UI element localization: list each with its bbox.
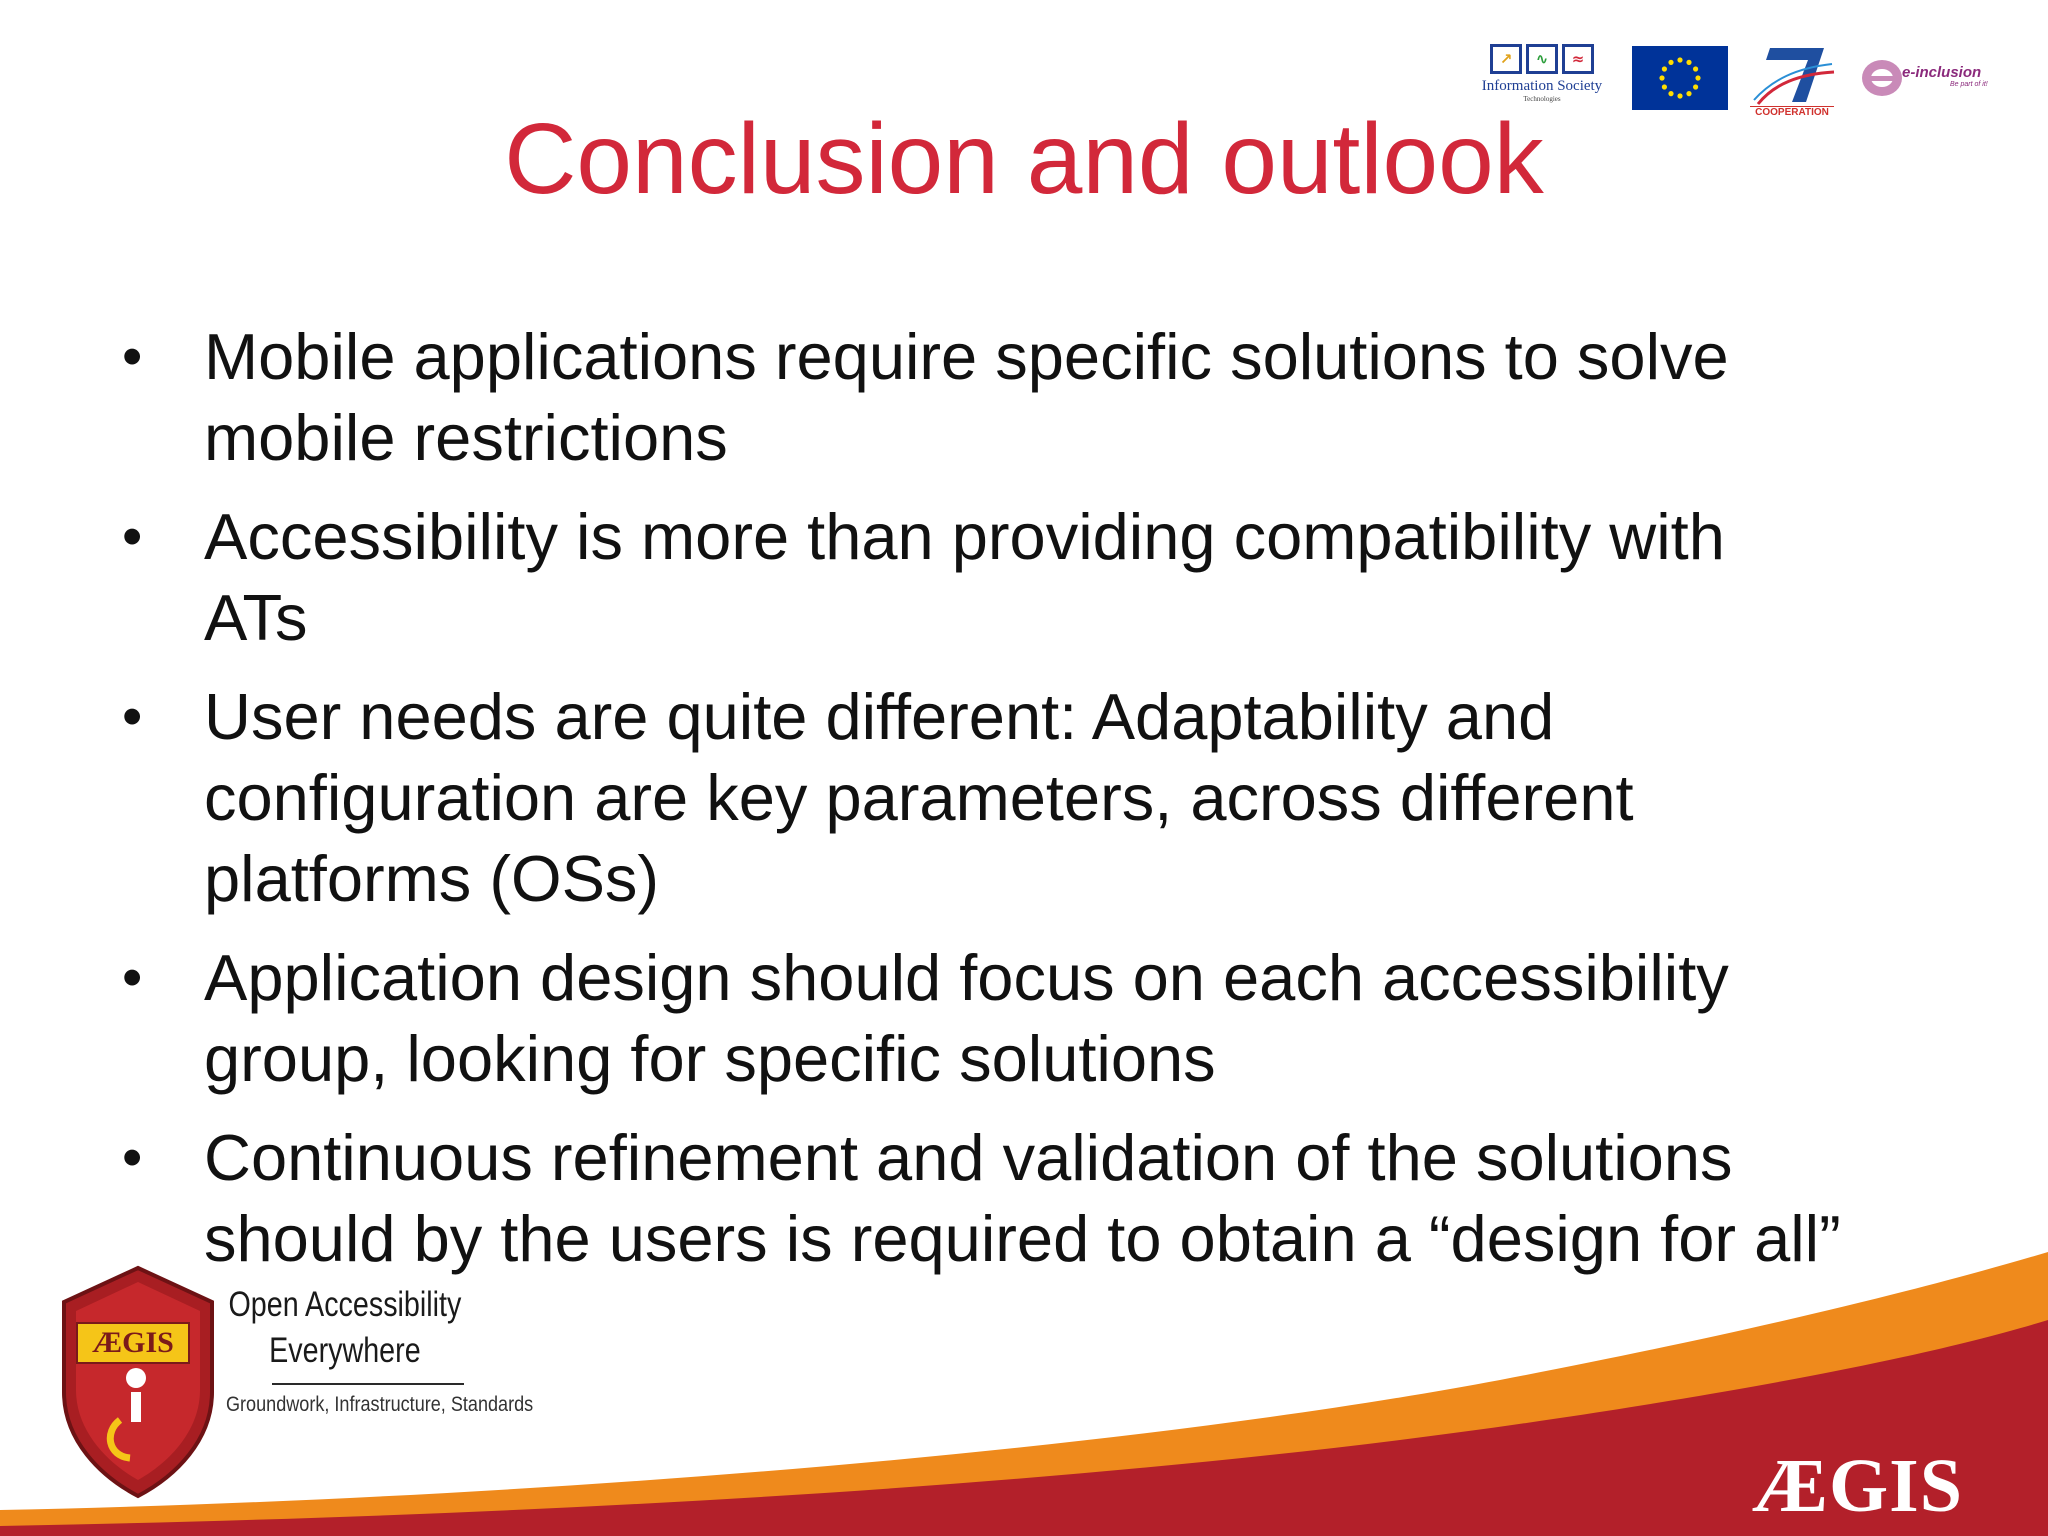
wave-icon: ∿ xyxy=(1526,44,1558,74)
footer-tagline-line: Open Accessibility xyxy=(228,1285,462,1324)
bullet-icon: • xyxy=(122,504,143,569)
bullet-item xyxy=(122,496,1982,658)
footer-divider xyxy=(272,1383,464,1385)
arrow-icon: ↗ xyxy=(1490,44,1522,74)
footer-tagline-line: Everywhere xyxy=(269,1331,421,1370)
e-inclusion-tagline: Be part of it! xyxy=(1950,81,1988,88)
bullet-line: should by the users is required to obtain a “design for all” xyxy=(204,1202,1841,1275)
shield-aegis-label: ÆGIS xyxy=(76,1322,190,1364)
bullet-line: User needs are quite different: Adaptability and xyxy=(204,680,1555,753)
bullet-line: Mobile applications require specific solutions to solve xyxy=(204,320,1729,393)
bullet-icon: • xyxy=(122,684,143,749)
e-inclusion-text: e-inclusion xyxy=(1902,64,1982,81)
bullet-line: group, looking for specific solutions xyxy=(204,1022,1216,1095)
ist-logo-text: Information Society xyxy=(1481,78,1603,94)
bullet-line: mobile restrictions xyxy=(204,401,728,474)
bullet-icon: • xyxy=(122,1125,143,1190)
bullet-line: ATs xyxy=(204,581,308,654)
bullet-item xyxy=(122,676,1982,919)
aegis-shield-logo xyxy=(64,1268,212,1496)
slide-title: Conclusion and outlook xyxy=(504,103,1544,215)
bullet-icon: • xyxy=(122,324,143,389)
ist-logo-subtext: Technologies xyxy=(1523,95,1561,103)
bullet-list xyxy=(122,316,1982,1297)
bullet-item xyxy=(122,1117,1982,1279)
bullet-line: Accessibility is more than providing compatibility with xyxy=(204,500,1725,573)
bullet-line: configuration are key parameters, across different xyxy=(204,761,1634,834)
bullet-line: Application design should focus on each accessibility xyxy=(204,941,1729,1014)
fp7-numeral-icon xyxy=(1744,44,1840,106)
footer-subtitle: Groundwork, Infrastructure, Standards xyxy=(226,1393,534,1416)
bullet-item xyxy=(122,937,1982,1099)
bullet-line: platforms (OSs) xyxy=(204,842,660,915)
aegis-brand-wordmark: ÆGIS xyxy=(1752,1444,1963,1528)
signal-icon: ≈ xyxy=(1562,44,1594,74)
bullet-item xyxy=(122,316,1982,478)
bullet-icon: • xyxy=(122,945,143,1010)
bullet-line: Continuous refinement and validation of the solutions xyxy=(204,1121,1733,1194)
footer-tagline xyxy=(226,1282,464,1374)
fp7-caption: COOPERATION xyxy=(1750,106,1834,118)
